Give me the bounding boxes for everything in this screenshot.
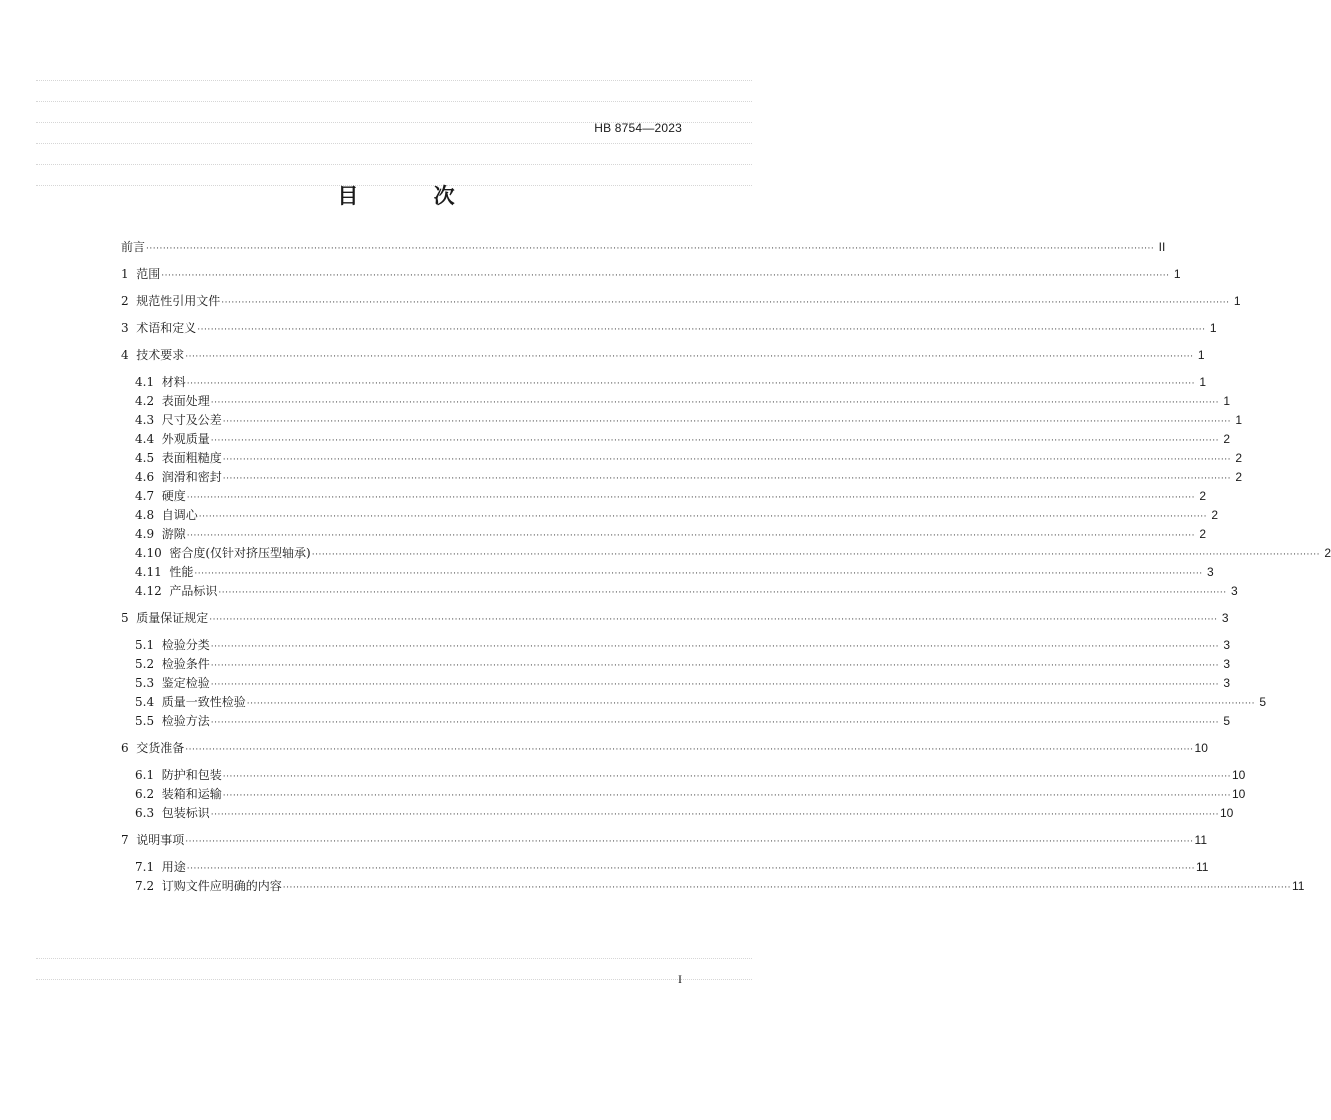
toc-entry-title: 密合度(仅针对挤压型轴承) bbox=[169, 546, 311, 560]
toc-entry[interactable] bbox=[121, 411, 1242, 430]
toc-entry-page: 1 bbox=[1173, 267, 1181, 281]
toc-entry-number: 4.10 bbox=[135, 546, 170, 560]
toc-entry-number: 4.12 bbox=[135, 584, 170, 598]
toc-entry-number: 4.2 bbox=[135, 394, 162, 408]
toc-entry[interactable] bbox=[121, 487, 1206, 506]
toc-leader-dots: ············································································································································································································································································································ bbox=[185, 837, 1194, 847]
toc-entry-page: 2 bbox=[1223, 432, 1230, 446]
standard-code: HB 8754—2023 bbox=[594, 121, 682, 135]
toc-entry-page: 2 bbox=[1199, 489, 1206, 503]
toc-entry-number: 4.11 bbox=[135, 565, 170, 579]
toc-entry-title: 质量一致性检验 bbox=[161, 695, 246, 709]
toc-leader-dots: ············································································································································································································································································································ bbox=[161, 271, 1170, 281]
toc-leader-dots: ············································································································································································································································································································ bbox=[222, 474, 1231, 484]
toc-entry-number: 4.6 bbox=[135, 470, 162, 484]
toc-entry-number: 4.1 bbox=[135, 375, 162, 389]
toc-entry-number: 4.5 bbox=[135, 451, 162, 465]
toc-entry[interactable] bbox=[121, 392, 1230, 411]
toc-leader-dots: ············································································································································································································································································································ bbox=[186, 379, 1195, 389]
toc-entry-page: 10 bbox=[1220, 806, 1234, 820]
toc-entry-page: 2 bbox=[1199, 527, 1206, 541]
toc-entry-page: II bbox=[1158, 240, 1166, 254]
toc-entry-number: 5.1 bbox=[135, 638, 162, 652]
toc-entry[interactable] bbox=[121, 238, 1166, 257]
toc-entry-number: 4.7 bbox=[135, 489, 162, 503]
toc-leader-dots: ············································································································································································································································································································ bbox=[210, 642, 1219, 652]
toc-entry-number: 4.9 bbox=[135, 527, 162, 541]
toc-leader-dots: ············································································································································································································································································································ bbox=[222, 772, 1231, 782]
toc-entry-number: 6.1 bbox=[135, 768, 162, 782]
toc-entry-number: 6.3 bbox=[135, 806, 162, 820]
toc-leader-dots: ············································································································································································································································································································ bbox=[210, 680, 1219, 690]
toc-entry-title: 质量保证规定 bbox=[136, 611, 209, 625]
toc-leader-dots: ············································································································································································································································································································ bbox=[210, 436, 1219, 446]
toc-entry-page: 10 bbox=[1232, 768, 1246, 782]
toc-entry-title: 表面处理 bbox=[161, 394, 210, 408]
toc-entry-number: 5 bbox=[121, 611, 137, 625]
toc-entry[interactable] bbox=[121, 506, 1218, 525]
toc-entry-title: 检验分类 bbox=[161, 638, 210, 652]
toc-entry[interactable] bbox=[121, 319, 1217, 338]
toc-entry-title: 游隙 bbox=[161, 527, 186, 541]
toc-entry[interactable] bbox=[121, 739, 1208, 758]
page-number: I bbox=[678, 972, 682, 986]
toc-entry-number: 5.3 bbox=[135, 676, 162, 690]
toc-entry-number: 5.2 bbox=[135, 657, 162, 671]
toc-entry-page: 11 bbox=[1196, 860, 1209, 874]
toc-entry-page: 1 bbox=[1209, 321, 1217, 335]
toc-entry-number: 4.3 bbox=[135, 413, 162, 427]
toc-entry-title: 交货准备 bbox=[136, 741, 185, 755]
toc-entry-number: 3 bbox=[121, 321, 137, 335]
toc-entry[interactable] bbox=[121, 785, 1246, 804]
toc-entry[interactable] bbox=[121, 525, 1206, 544]
toc-entry-page: 1 bbox=[1199, 375, 1206, 389]
toc-entry-title: 包装标识 bbox=[161, 806, 210, 820]
toc-entry-page: 10 bbox=[1194, 741, 1208, 755]
toc-entry-title: 装箱和运输 bbox=[161, 787, 222, 801]
toc-leader-dots: ············································································································································································································································································································ bbox=[246, 699, 1255, 709]
toc-entry-title: 前言 bbox=[121, 240, 146, 254]
toc-entry[interactable] bbox=[121, 449, 1242, 468]
toc-entry-title: 自调心 bbox=[161, 508, 198, 522]
toc-entry[interactable] bbox=[121, 373, 1206, 392]
toc-entry[interactable] bbox=[121, 563, 1214, 582]
toc-entry-page: 1 bbox=[1223, 394, 1230, 408]
toc-entry-title: 硬度 bbox=[161, 489, 186, 503]
toc-entry-title: 订购文件应明确的内容 bbox=[161, 879, 282, 893]
toc-entry-title: 用途 bbox=[161, 860, 186, 874]
toc-entry-page: 10 bbox=[1232, 787, 1246, 801]
toc-entry-title: 规范性引用文件 bbox=[136, 294, 221, 308]
toc-entry[interactable] bbox=[121, 468, 1242, 487]
toc-leader-dots: ············································································································································································································································································································ bbox=[218, 588, 1227, 598]
toc-leader-dots: ············································································································································································································································································································ bbox=[210, 718, 1219, 728]
toc-entry-title: 检验方法 bbox=[161, 714, 210, 728]
toc-entry-number: 1 bbox=[121, 267, 137, 281]
toc-entry-page: 5 bbox=[1259, 695, 1266, 709]
toc-entry-title: 性能 bbox=[169, 565, 194, 579]
toc-entry-number: 4.8 bbox=[135, 508, 162, 522]
toc-leader-dots: ············································································································································································································································································································ bbox=[222, 791, 1231, 801]
toc-entry-title: 范围 bbox=[136, 267, 161, 281]
toc-entry[interactable] bbox=[121, 831, 1208, 850]
toc-entry-number: 7.1 bbox=[135, 860, 162, 874]
toc-entry-number: 6.2 bbox=[135, 787, 162, 801]
toc-entry-title: 技术要求 bbox=[136, 348, 185, 362]
toc-entry-page: 5 bbox=[1223, 714, 1230, 728]
toc-entry-number: 2 bbox=[121, 294, 137, 308]
table-of-contents bbox=[121, 238, 1331, 896]
toc-entry[interactable] bbox=[121, 636, 1230, 655]
toc-entry-number: 5.5 bbox=[135, 714, 162, 728]
toc-entry-title: 材料 bbox=[161, 375, 186, 389]
toc-leader-dots: ············································································································································································································································································································ bbox=[185, 352, 1194, 362]
toc-entry-title: 表面粗糙度 bbox=[161, 451, 222, 465]
toc-entry-page: 2 bbox=[1324, 546, 1331, 560]
toc-entry[interactable] bbox=[121, 582, 1238, 601]
toc-entry-page: 1 bbox=[1233, 294, 1241, 308]
scan-lines-bottom bbox=[36, 958, 752, 1000]
toc-entry-page: 1 bbox=[1197, 348, 1205, 362]
toc-entry-title: 产品标识 bbox=[169, 584, 218, 598]
toc-leader-dots: ············································································································································································································································································································ bbox=[186, 864, 1195, 874]
toc-entry-page: 3 bbox=[1223, 676, 1230, 690]
toc-leader-dots: ············································································································································································································································································································ bbox=[198, 512, 1207, 522]
toc-entry[interactable] bbox=[121, 544, 1331, 563]
toc-entry[interactable] bbox=[121, 804, 1234, 823]
toc-entry-title: 防护和包装 bbox=[161, 768, 222, 782]
toc-leader-dots: ············································································································································································································································································································ bbox=[186, 493, 1195, 503]
page-title: 目 次 bbox=[337, 184, 489, 208]
toc-leader-dots: ············································································································································································································································································································ bbox=[210, 398, 1219, 408]
toc-leader-dots: ············································································································································································································································································································ bbox=[222, 417, 1231, 427]
toc-entry-number: 5.4 bbox=[135, 695, 162, 709]
toc-leader-dots: ············································································································································································································································································································ bbox=[210, 661, 1219, 671]
toc-entry[interactable] bbox=[121, 858, 1209, 877]
toc-entry-title: 尺寸及公差 bbox=[161, 413, 222, 427]
toc-entry-title: 检验条件 bbox=[161, 657, 210, 671]
toc-entry-title: 术语和定义 bbox=[136, 321, 197, 335]
toc-leader-dots: ············································································································································································································································································································ bbox=[186, 531, 1195, 541]
toc-entry-page: 3 bbox=[1223, 657, 1230, 671]
toc-entry[interactable] bbox=[121, 877, 1305, 896]
toc-leader-dots: ············································································································································································································································································································ bbox=[282, 883, 1291, 893]
toc-leader-dots: ············································································································································································································································································································ bbox=[221, 298, 1230, 308]
toc-entry-page: 11 bbox=[1292, 879, 1305, 893]
toc-entry-page: 11 bbox=[1194, 833, 1208, 847]
toc-entry-title: 说明事项 bbox=[136, 833, 185, 847]
toc-entry[interactable] bbox=[121, 766, 1246, 785]
toc-leader-dots: ············································································································································································································································································································ bbox=[197, 325, 1206, 335]
toc-leader-dots: ············································································································································································································································································································ bbox=[185, 745, 1194, 755]
toc-entry[interactable] bbox=[121, 292, 1241, 311]
toc-entry[interactable] bbox=[121, 712, 1230, 731]
toc-leader-dots: ············································································································································································································································································································ bbox=[311, 550, 1320, 560]
toc-entry[interactable] bbox=[121, 655, 1230, 674]
toc-entry-number: 6 bbox=[121, 741, 137, 755]
toc-entry-title: 外观质量 bbox=[161, 432, 210, 446]
toc-entry-number: 4 bbox=[121, 348, 137, 362]
toc-entry[interactable] bbox=[121, 609, 1229, 628]
toc-entry-page: 2 bbox=[1235, 451, 1242, 465]
toc-entry-page: 3 bbox=[1223, 638, 1230, 652]
toc-entry-number: 7 bbox=[121, 833, 137, 847]
toc-entry-number: 4.4 bbox=[135, 432, 162, 446]
toc-leader-dots: ············································································································································································································································································································ bbox=[194, 569, 1203, 579]
toc-leader-dots: ············································································································································································································································································································ bbox=[210, 810, 1219, 820]
toc-entry[interactable] bbox=[121, 346, 1205, 365]
toc-entry[interactable] bbox=[121, 674, 1230, 693]
toc-entry-page: 2 bbox=[1211, 508, 1218, 522]
toc-entry-page: 1 bbox=[1235, 413, 1242, 427]
toc-entry[interactable] bbox=[121, 693, 1266, 712]
toc-entry-number: 7.2 bbox=[135, 879, 162, 893]
toc-leader-dots: ············································································································································································································································································································ bbox=[209, 615, 1218, 625]
toc-entry-title: 润滑和密封 bbox=[161, 470, 222, 484]
toc-entry-title: 鉴定检验 bbox=[161, 676, 210, 690]
toc-entry-page: 2 bbox=[1235, 470, 1242, 484]
toc-entry-page: 3 bbox=[1206, 565, 1214, 579]
toc-entry-page: 3 bbox=[1230, 584, 1238, 598]
toc-entry[interactable] bbox=[121, 430, 1230, 449]
toc-entry[interactable] bbox=[121, 265, 1181, 284]
toc-entry-page: 3 bbox=[1221, 611, 1229, 625]
toc-leader-dots: ············································································································································································································································································································ bbox=[222, 455, 1231, 465]
toc-leader-dots: ············································································································································································································································································································ bbox=[146, 244, 1155, 254]
